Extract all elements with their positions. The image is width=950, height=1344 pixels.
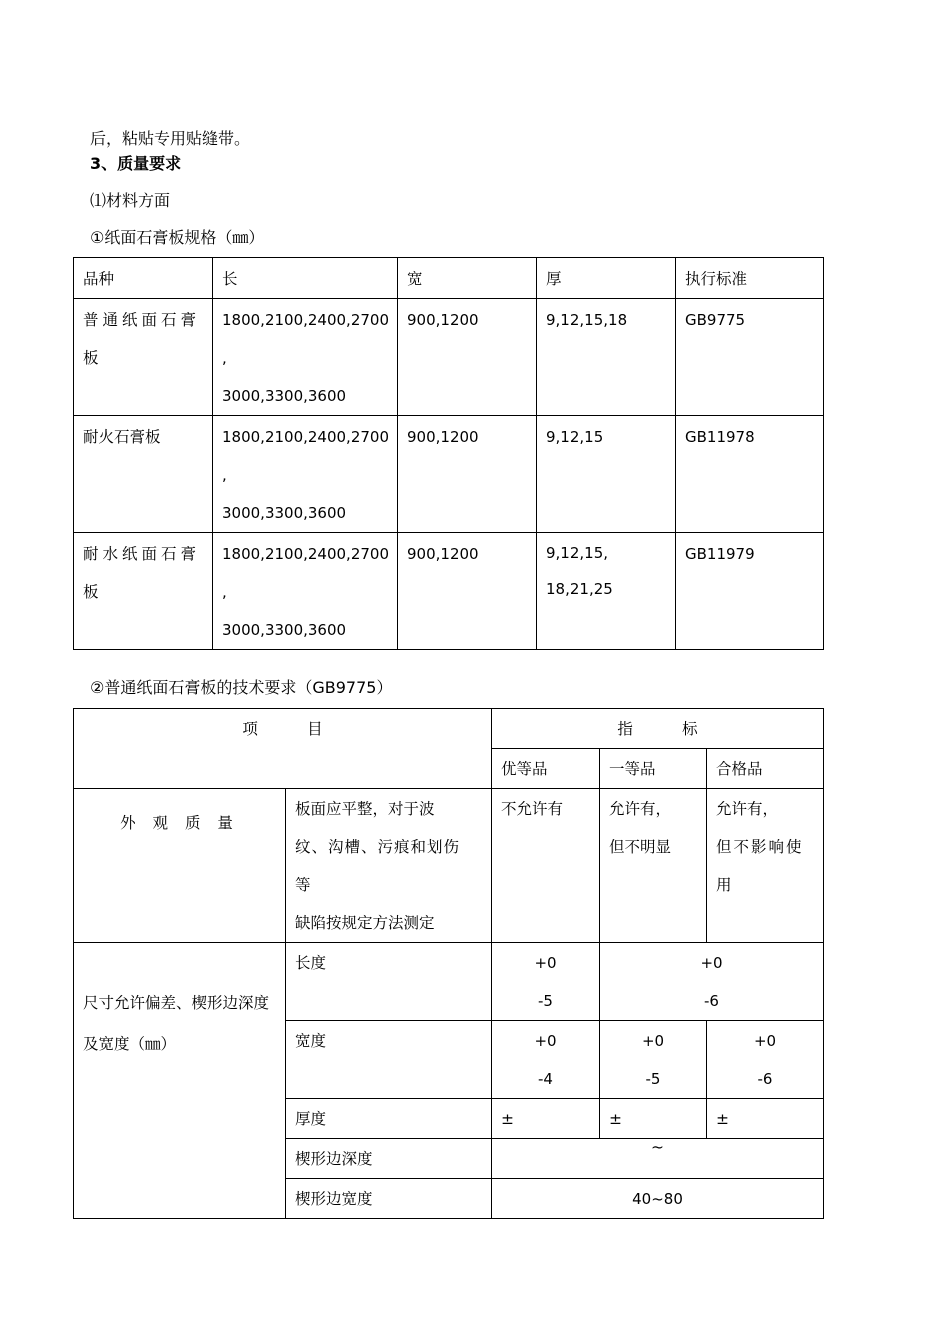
header-cell: 厚 — [537, 258, 676, 299]
standard-cell: GB9775 — [676, 299, 824, 416]
table-header-row — [74, 709, 824, 749]
appearance-label: 外 观 质 量 — [74, 789, 286, 943]
length-cell: 1800,2100,2400,2700 , 3000,3300,3600 — [213, 299, 398, 416]
wedge-width-label: 楔形边宽度 — [286, 1179, 492, 1219]
technical-requirements-table — [73, 708, 824, 1219]
appearance-first: 允许有， 但不明显 — [600, 789, 707, 943]
appearance-superior: 不允许有 — [492, 789, 600, 943]
appearance-desc: 板面应平整，对于波 纹、沟槽、污痕和划伤 等 缺陷按规定方法测定 — [286, 789, 492, 943]
type-cell: 耐水纸面石膏板 — [74, 533, 213, 650]
appearance-qualified: 允许有， 但不影响使 用 — [707, 789, 824, 943]
index-header: 指 标 — [492, 709, 824, 749]
dimension-label: 尺寸允许偏差、楔形边深度及宽度（㎜） — [74, 943, 286, 1219]
appearance-row — [74, 789, 824, 943]
grade-superior: 优等品 — [492, 749, 600, 789]
width-label: 宽度 — [286, 1021, 492, 1099]
length-others: +0 -6 — [600, 943, 824, 1021]
length-row — [74, 943, 824, 1021]
width-superior: +0 -4 — [492, 1021, 600, 1099]
width-cell: 900,1200 — [398, 299, 537, 416]
length-label: 长度 — [286, 943, 492, 1021]
thickness-cell: 9,12,15, 18,21,25 — [537, 533, 676, 650]
standard-cell: GB11979 — [676, 533, 824, 650]
thickness-first: ± — [600, 1099, 707, 1139]
section-heading: 3、质量要求 — [90, 154, 182, 173]
table1-caption: ①纸面石膏板规格（㎜） — [90, 228, 265, 247]
length-cell: 1800,2100,2400,2700 , 3000,3300,3600 — [213, 416, 398, 533]
table-row — [74, 299, 824, 416]
thickness-label: 厚度 — [286, 1099, 492, 1139]
length-cell: 1800,2100,2400,2700 , 3000,3300,3600 — [213, 533, 398, 650]
grade-first: 一等品 — [600, 749, 707, 789]
table-header-row — [74, 258, 824, 299]
width-first: +0 -5 — [600, 1021, 707, 1099]
thickness-superior: ± — [492, 1099, 600, 1139]
table-row — [74, 533, 824, 650]
header-cell: 品种 — [74, 258, 213, 299]
thickness-cell: 9,12,15 — [537, 416, 676, 533]
thickness-qualified: ± — [707, 1099, 824, 1139]
width-cell: 900,1200 — [398, 533, 537, 650]
wedge-depth-label: 楔形边深度 — [286, 1139, 492, 1179]
header-cell: 长 — [213, 258, 398, 299]
header-cell: 宽 — [398, 258, 537, 299]
thickness-cell: 9,12,15,18 — [537, 299, 676, 416]
intro-line: 后，粘贴专用贴缝带。 — [90, 129, 251, 148]
wedge-width-value: 40~80 — [492, 1179, 824, 1219]
spec-table — [73, 257, 824, 650]
subsection-title: ⑴材料方面 — [90, 191, 171, 210]
type-cell: 普通纸面石膏板 — [74, 299, 213, 416]
table-row — [74, 416, 824, 533]
table2-caption: ②普通纸面石膏板的技术要求（GB9775） — [90, 678, 393, 697]
standard-cell: GB11978 — [676, 416, 824, 533]
wedge-depth-value: ~ — [492, 1139, 824, 1179]
width-cell: 900,1200 — [398, 416, 537, 533]
width-qualified: +0 -6 — [707, 1021, 824, 1099]
item-header: 项 目 — [74, 709, 492, 789]
type-cell: 耐火石膏板 — [74, 416, 213, 533]
grade-qualified: 合格品 — [707, 749, 824, 789]
header-cell: 执行标准 — [676, 258, 824, 299]
length-superior: +0 -5 — [492, 943, 600, 1021]
